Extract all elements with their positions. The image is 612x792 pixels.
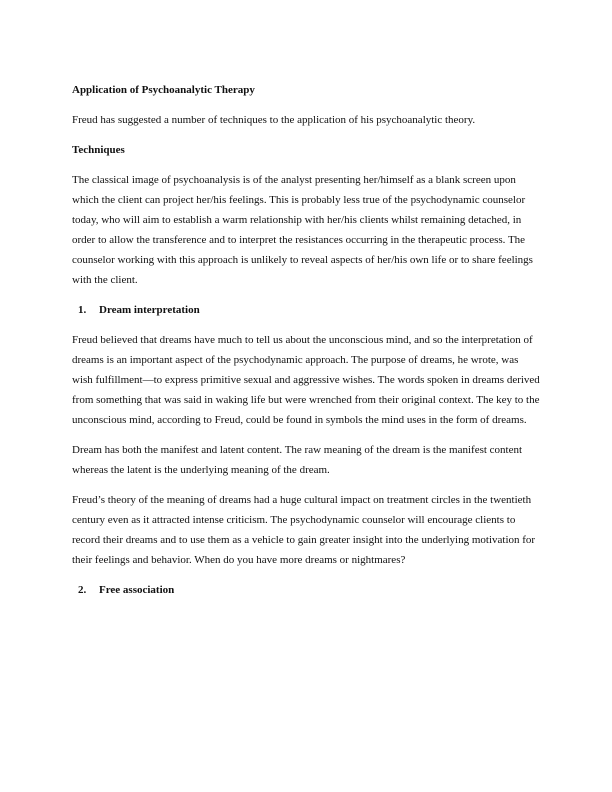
intro-paragraph: Freud has suggested a number of techniques to the application of his psychoanalytic theory.	[72, 114, 476, 126]
document-title: Application of Psychoanalytic Therapy	[72, 84, 255, 96]
dream-paragraph-2: Dream has both the manifest and latent content. The raw meaning of the dream is the manifest content whereas the latent is the underlying meaning of the dream.	[72, 444, 523, 476]
techniques-paragraph: The classical image of psychoanalysis is of the analyst presenting her/himself as a blank screen upon which the client can project her/his feelings. This is probably less true of the psychodynamic counselor today, who will aim to establish a warm relationship with her/his clients whilst remaining detached, in order to allow the transference and to interpret the resistances occurring in the therapeutic process. The counselor working with this approach is unlikely to reveal aspects of her/his own life or to share feelings with the client.	[72, 174, 533, 286]
dream-paragraph-1: Freud believed that dreams have much to tell us about the unconscious mind, and so the interpretation of dreams is an important aspect of the psychodynamic approach. The purpose of dreams, he wrote, was wish fulfillment—to express primitive sexual and aggressive wishes. The words spoken in dreams derived from something that was said in waking life but were wrenched from their original context. The key to the unconscious mind, according to Freud, could be found in symbols the mind uses in the form of dreams.	[72, 334, 540, 426]
section-number: 2.	[78, 584, 87, 596]
section-heading-free-association	[72, 580, 540, 600]
section-number: 1.	[78, 304, 87, 316]
section-title: Free association	[99, 584, 175, 596]
section-title: Dream interpretation	[99, 304, 200, 316]
section-heading-dream-interpretation	[72, 300, 540, 320]
techniques-heading: Techniques	[72, 144, 125, 156]
dream-paragraph-3: Freud’s theory of the meaning of dreams had a huge cultural impact on treatment circles in the twentieth century even as it attracted intense criticism. The psychodynamic counselor will encourage clients to record their dreams and to use them as a vehicle to gain greater insight into the underlying motivation for their feelings and behavior. When do you have more dreams or nightmares?	[72, 494, 536, 566]
